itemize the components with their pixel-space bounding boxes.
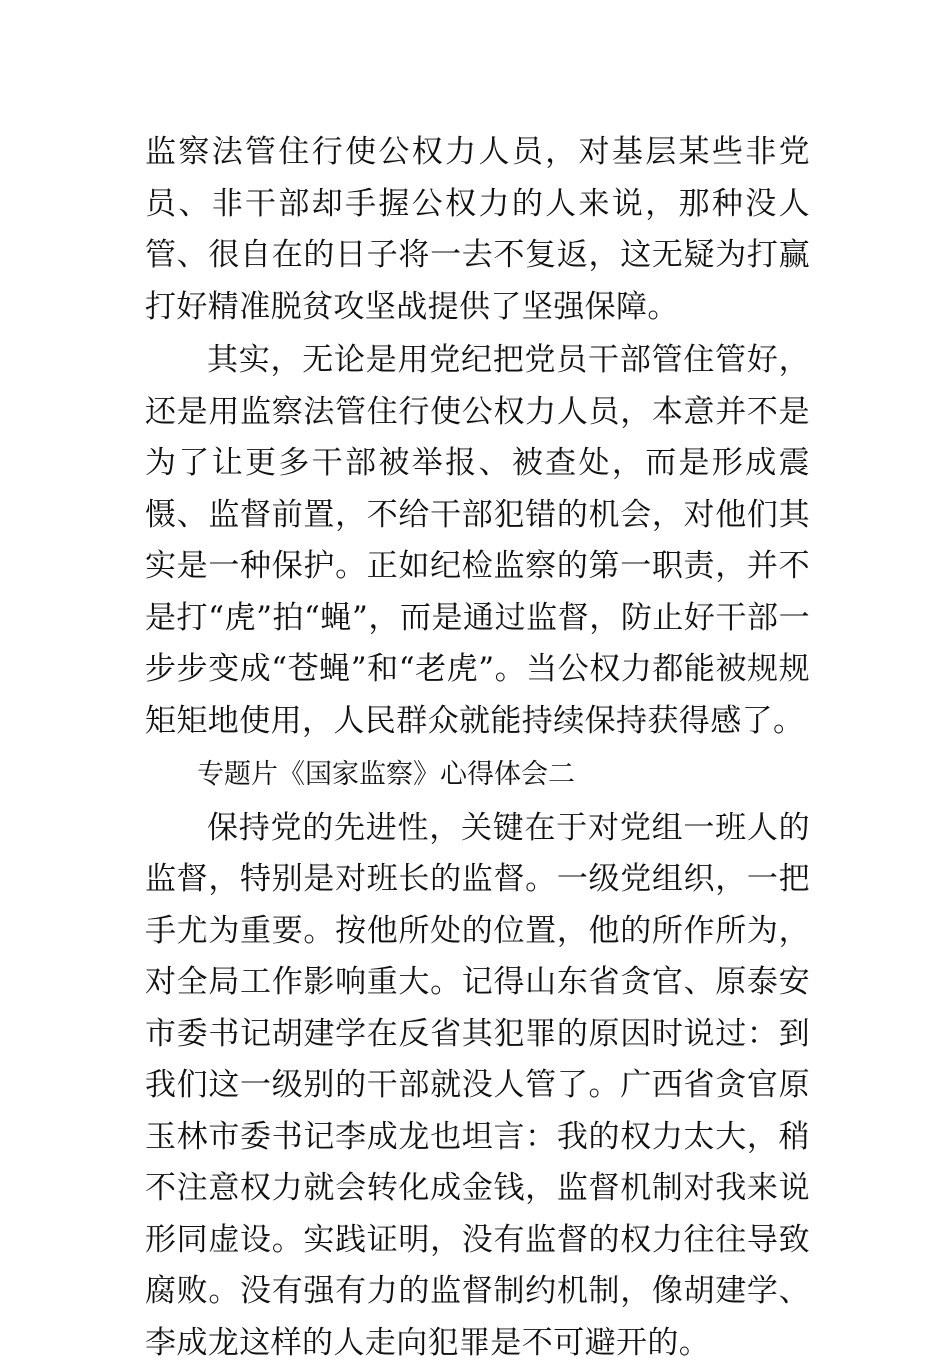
paragraph-supervision-purpose: 其实，无论是用党纪把党员干部管住管好，还是用监察法管住行使公权力人员，本意并不是为了让更多干部被举报、被查处，而是形成震慑、监督前置，不给干部犯错的机会，对他们其实是一种保护。正如纪检监察的第一职责，并不是打“虎”拍“蝇”，而是通过监督，防止好干部一步步变成“苍蝇”和“老虎”。当公权力都能被规规矩矩地使用，人民群众就能持续保持获得感了。 (145, 335, 810, 747)
paragraph-party-supervision: 保持党的先进性，关键在于对党组一班人的监督，特别是对班长的监督。一级党组织，一把手尤为重要。按他所处的位置，他的所作所为，对全局工作影响重大。记得山东省贪官、原泰安市委书记胡建学在反省其犯罪的原因时说过：到我们这一级别的干部就没人管了。广西省贪官原玉林市委书记李成龙也坦言：我的权力太大，稍不注意权力就会转化成金钱，监督机制对我来说形同虚设。实践证明，没有监督的权力往往导致腐败。没有强有力的监督制约机制，像胡建学、李成龙这样的人走向犯罪是不可避开的。 (145, 803, 810, 1369)
paragraph-continuation: 监察法管住行使公权力人员，对基层某些非党员、非干部却手握公权力的人来说，那种没人管、很自在的日子将一去不复返，这无疑为打赢打好精准脱贫攻坚战提供了坚强保障。 (145, 127, 810, 333)
section-heading: 专题片《国家监察》心得体会二 (145, 749, 810, 801)
